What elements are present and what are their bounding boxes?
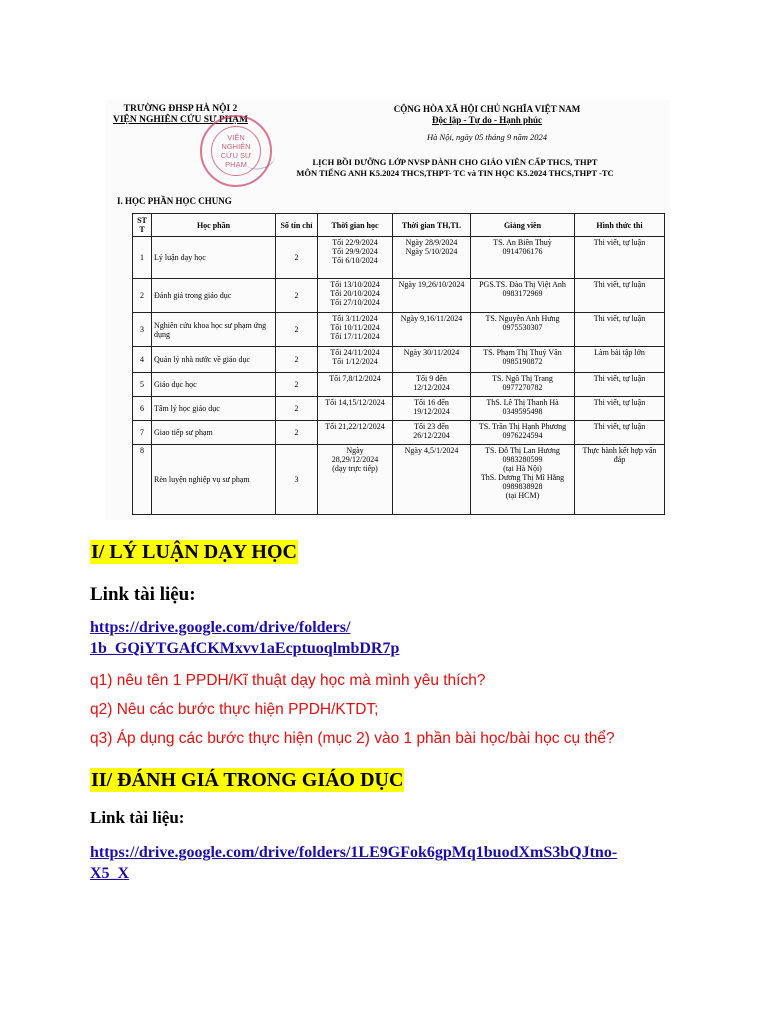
national-header xyxy=(337,104,637,143)
cell-course: Giao tiếp sư phạm xyxy=(152,421,276,445)
section-1-drive-link[interactable] xyxy=(90,617,680,659)
cell-lecturer: TS. Ngô Thị Trang 0977270782 xyxy=(471,373,575,397)
section-1-link-label: Link tài liệu: xyxy=(90,584,196,605)
cell-practice: Tối 23 đến 26/12/2204 xyxy=(393,421,471,445)
cell-time: Tối 24/11/2024 Tối 1/12/2024 xyxy=(318,347,393,373)
col-header-practice: Thời gian TH,TL xyxy=(393,214,471,237)
col-header-credits: Số tín chỉ xyxy=(276,214,318,237)
table-row xyxy=(133,445,665,515)
table-row xyxy=(133,237,665,279)
question-1: q1) nêu tên 1 PPDH/Kĩ thuật dạy học mà mình yêu thích? xyxy=(90,672,486,689)
schedule-title xyxy=(250,157,660,179)
cell-credits: 2 xyxy=(276,421,318,445)
cell-practice: Ngày 9,16/11/2024 xyxy=(393,313,471,347)
cell-lecturer: ThS. Lê Thị Thanh Hà 0349595498 xyxy=(471,397,575,421)
table-row xyxy=(133,347,665,373)
cell-lecturer: TS. Trần Thị Hạnh Phương 0976224594 xyxy=(471,421,575,445)
link-line-1[interactable]: https://drive.google.com/drive/folders/1LE9GFok6gpMq1buodXmS3bQJtno- xyxy=(90,844,618,861)
cell-credits: 2 xyxy=(276,347,318,373)
cell-exam: Thi viết, tự luận xyxy=(575,313,665,347)
cell-stt: 5 xyxy=(133,373,152,397)
nation-line-2: Độc lập - Tự do - Hạnh phúc xyxy=(431,115,542,125)
col-header-stt: ST T xyxy=(133,214,152,237)
section-heading: I. HỌC PHẦN HỌC CHUNG xyxy=(117,196,232,206)
question-2: q2) Nêu các bước thực hiện PPDH/KTDT; xyxy=(90,701,379,718)
table-row xyxy=(133,397,665,421)
table-row xyxy=(133,373,665,397)
cell-course: Rèn luyện nghiệp vụ sư phạm xyxy=(152,445,276,515)
cell-practice: Ngày 19,26/10/2024 xyxy=(393,279,471,313)
nation-line-1: CỘNG HÒA XÃ HỘI CHỦ NGHĨA VIỆT NAM xyxy=(393,104,581,114)
cell-time: Tối 3/11/2024 Tối 10/11/2024 Tối 17/11/2024 xyxy=(318,313,393,347)
cell-credits: 2 xyxy=(276,237,318,279)
scanned-schedule-image xyxy=(105,100,670,520)
cell-exam: Thực hành kết hợp vấn đáp xyxy=(575,445,665,515)
cell-lecturer: TS. Phạm Thị Thuý Vân 0985190872 xyxy=(471,347,575,373)
cell-lecturer: PGS.TS. Đào Thị Việt Anh 0983172969 xyxy=(471,279,575,313)
cell-course: Nghiên cứu khoa học sư phạm ứng dụng xyxy=(152,313,276,347)
cell-practice: Tối 16 đến 19/12/2024 xyxy=(393,397,471,421)
cell-credits: 2 xyxy=(276,313,318,347)
cell-practice: Ngày 4,5/1/2024 xyxy=(393,445,471,515)
seal-text: VIỆN NGHIÊN CỨU SƯ PHẠM xyxy=(211,126,261,176)
cell-course: Giáo dục học xyxy=(152,373,276,397)
cell-practice: Ngày 28/9/2024 Ngày 5/10/2024 xyxy=(393,237,471,279)
cell-lecturer: TS. Nguyễn Anh Hưng 0975530307 xyxy=(471,313,575,347)
cell-practice: Tối 9 đến 12/12/2024 xyxy=(393,373,471,397)
cell-time: Ngày 28,29/12/2024 (dạy trực tiếp) xyxy=(318,445,393,515)
cell-exam: Làm bài tập lớn xyxy=(575,347,665,373)
cell-lecturer: TS. An Biên Thuỳ 0914706176 xyxy=(471,237,575,279)
cell-course: Quản lý nhà nước về giáo dục xyxy=(152,347,276,373)
cell-time: Tối 7,8/12/2024 xyxy=(318,373,393,397)
cell-stt: 1 xyxy=(133,237,152,279)
question-3: q3) Áp dụng các bước thực hiện (mục 2) vào 1 phần bài học/bài học cụ thể? xyxy=(90,730,615,747)
table-row xyxy=(133,313,665,347)
cell-exam: Thi viết, tự luận xyxy=(575,421,665,445)
table-row xyxy=(133,279,665,313)
cell-exam: Thi viết, tự luận xyxy=(575,397,665,421)
section-1-heading: I/ LÝ LUẬN DẠY HỌC xyxy=(91,541,297,563)
cell-stt: 2 xyxy=(133,279,152,313)
cell-stt: 7 xyxy=(133,421,152,445)
link-line-2[interactable]: 1b_GQiYTGAfCKMxvv1aEcptuoqlmbDR7p xyxy=(90,640,400,657)
cell-credits: 2 xyxy=(276,279,318,313)
cell-credits: 2 xyxy=(276,373,318,397)
org-line-2: VIỆN NGHIÊN CỨU SƯ PHẠM xyxy=(113,115,248,125)
cell-course: Đánh giá trong giáo dục xyxy=(152,279,276,313)
title-line-1: LỊCH BỒI DƯỠNG LỚP NVSP DÀNH CHO GIÁO VIÊN CẤP THCS, THPT xyxy=(312,157,598,167)
cell-stt: 6 xyxy=(133,397,152,421)
cell-stt: 4 xyxy=(133,347,152,373)
cell-time: Tối 22/9/2024 Tối 29/9/2024 Tối 6/10/2024 xyxy=(318,237,393,279)
cell-time: Tối 21,22/12/2024 xyxy=(318,421,393,445)
cell-exam: Thi viết, tự luận xyxy=(575,373,665,397)
date-line: Hà Nội, ngày 05 tháng 9 năm 2024 xyxy=(427,132,547,142)
col-header-exam: Hình thức thi xyxy=(575,214,665,237)
section-2-drive-link[interactable] xyxy=(90,842,680,884)
title-line-2: MÔN TIẾNG ANH K5.2024 THCS,THPT- TC và TIN HỌC K5.2024 THCS,THPT -TC xyxy=(296,168,614,178)
cell-course: Tâm lý học giáo dục xyxy=(152,397,276,421)
table-header-row xyxy=(133,214,665,237)
cell-time: Tối 13/10/2024 Tối 20/10/2024 Tối 27/10/2024 xyxy=(318,279,393,313)
cell-exam: Thi viết, tự luận xyxy=(575,237,665,279)
cell-stt: 8 xyxy=(133,445,152,515)
schedule-table xyxy=(132,213,665,515)
cell-time: Tối 14,15/12/2024 xyxy=(318,397,393,421)
table-row xyxy=(133,421,665,445)
col-header-course: Học phần xyxy=(152,214,276,237)
cell-lecturer: TS. Đỗ Thị Lan Hương 0983280599 (tại Hà Nội) ThS. Dương Thị Mĩ Hằng 0989838928 (tại HCM) xyxy=(471,445,575,515)
cell-course: Lý luận dạy học xyxy=(152,237,276,279)
link-line-1[interactable]: https://drive.google.com/drive/folders/ xyxy=(90,619,351,636)
cell-exam: Thi viết, tự luận xyxy=(575,279,665,313)
link-line-2[interactable]: X5_X xyxy=(90,865,130,882)
col-header-lecturer: Giảng viên xyxy=(471,214,575,237)
cell-credits: 3 xyxy=(276,445,318,515)
section-2-link-label: Link tài liệu: xyxy=(90,808,185,827)
cell-credits: 2 xyxy=(276,397,318,421)
col-header-time: Thời gian học xyxy=(318,214,393,237)
cell-stt: 3 xyxy=(133,313,152,347)
cell-practice: Ngày 30/11/2024 xyxy=(393,347,471,373)
section-2-heading: II/ ĐÁNH GIÁ TRONG GIÁO DỤC xyxy=(91,769,404,791)
org-line-1: TRƯỜNG ĐHSP HÀ NỘI 2 xyxy=(123,104,238,114)
